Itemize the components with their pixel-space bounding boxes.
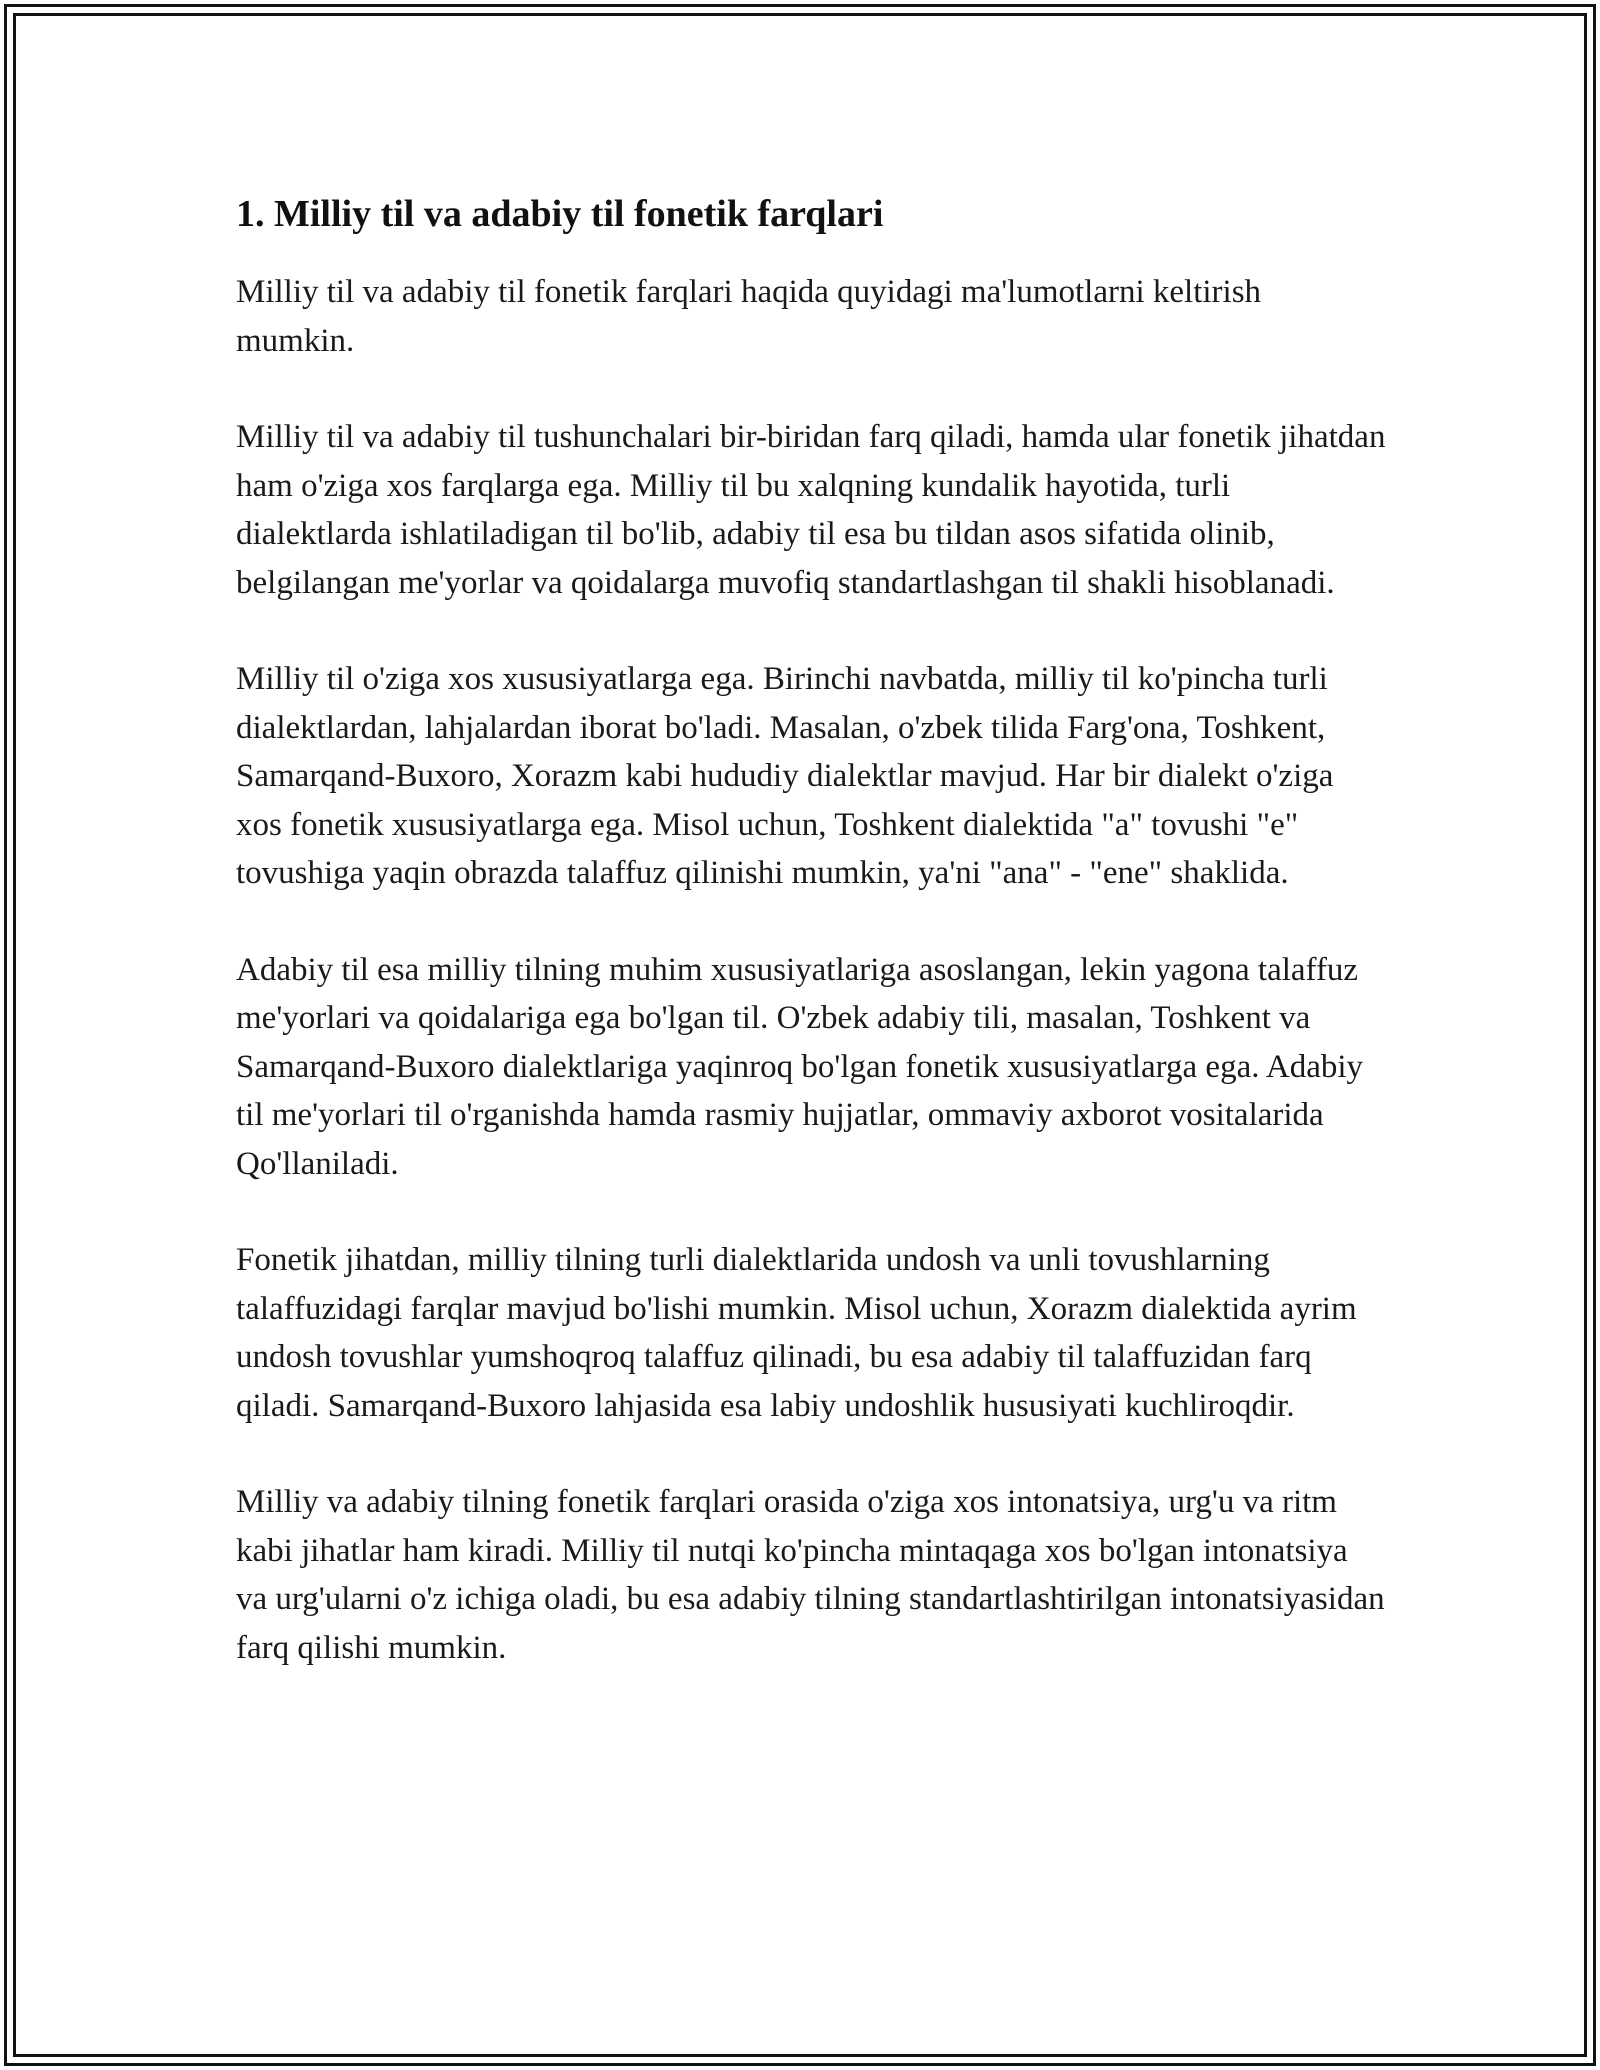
section-heading: 1. Milliy til va adabiy til fonetik farqlari bbox=[236, 193, 884, 235]
paragraph-national-language: Milliy til o'ziga xos xususiyatlarga ega. Birinchi navbatda, milliy til ko'pincha turli dialektlardan, lahjalardan iborat bo'ladi. Masalan, o'zbek tilida Farg'ona, Toshkent, Samarqand-Buxoro, Xorazm kabi hududiy dialektlar mavjud. Har bir dialekt o'ziga xos fonetik xususiyatlarga ega. Misol uchun, Toshkent dialektida "a" tovushi "e" tovushiga yaqin obrazda talaffuz qilinishi mumkin, ya'ni "ana" - "ene" shaklida. bbox=[236, 661, 1334, 891]
paragraph-definitions: Milliy til va adabiy til tushunchalari bir-biridan farq qiladi, hamda ular fonetik jihatdan ham o'ziga xos farqlarga ega. Milliy til bu xalqning kundalik hayotida, turli dialektlarda ishlatiladigan til bo'lib, adabiy til esa bu tildan asos sifatida olinib, belgilangan me'yorlar va qoidalarga muvofiq standartlashgan til shakli hisoblanadi. bbox=[236, 419, 1386, 601]
paragraph-phonetic-differences: Fonetik jihatdan, milliy tilning turli dialektlarida undosh va unli tovushlarning talaffuzidagi farqlar mavjud bo'lishi mumkin. Misol uchun, Xorazm dialektida ayrim undosh tovushlar yumshoqroq talaffuz qilinadi, bu esa adabiy til talaffuzidan farq qiladi. Samarqand-Buxoro lahjasida esa labiy undoshlik hususiyati kuchliroqdir. bbox=[236, 1242, 1357, 1424]
paragraph-intonation: Milliy va adabiy tilning fonetik farqlari orasida o'ziga xos intonatsiya, urg'u va ritm kabi jihatlar ham kiradi. Milliy til nutqi ko'pincha mintaqaga xos bo'lgan intonatsiya va urg'ularni o'z ichiga oladi, bu esa adabiy tilning standartlashtirilgan intonatsiyasidan farq qilishi mumkin. bbox=[236, 1484, 1385, 1666]
paragraph-intro: Milliy til va adabiy til fonetik farqlari haqida quyidagi ma'lumotlarni keltirish mumkin. bbox=[236, 274, 1262, 359]
document-body bbox=[236, 186, 1386, 1720]
paragraph-literary-language: Adabiy til esa milliy tilning muhim xususiyatlariga asoslangan, lekin yagona talaffuz me'yorlari va qoidalariga ega bo'lgan til. O'zbek adabiy tili, masalan, Toshkent va Samarqand-Buxoro dialektlariga yaqinroq bo'lgan fonetik xususiyatlarga ega. Adabiy til me'yorlari til o'rganishda hamda rasmiy hujjatlar, ommaviy axborot vositalarida Qo'llaniladi. bbox=[236, 951, 1364, 1182]
